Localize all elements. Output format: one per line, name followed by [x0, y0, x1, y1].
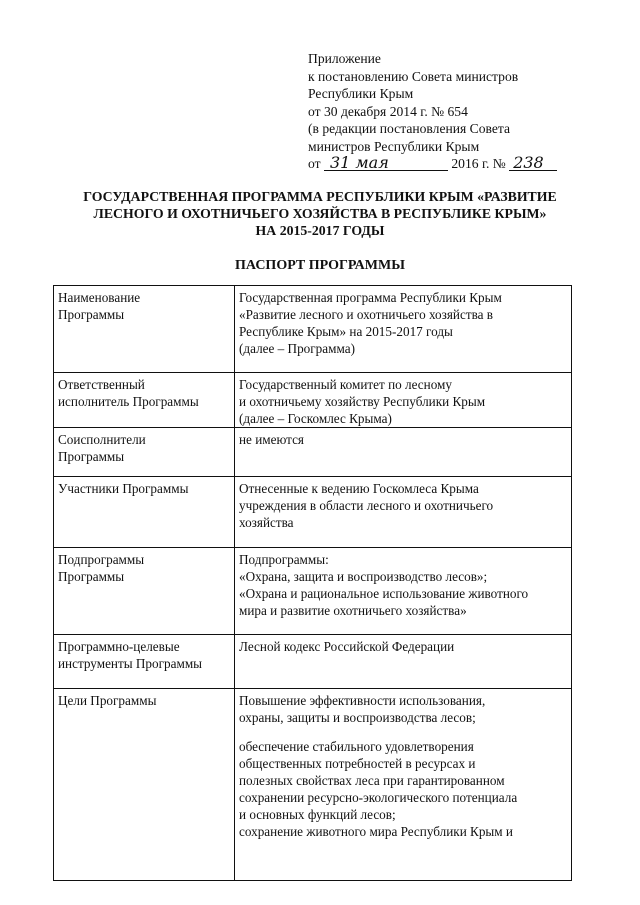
- row-value-line: «Развитие лесного и охотничьего хозяйства в: [239, 307, 494, 322]
- passport-row: [54, 286, 572, 373]
- row-label-line: Программы: [58, 569, 125, 584]
- appendix-line: (в редакции постановления Совета: [308, 121, 511, 136]
- date-prefix: от: [308, 156, 321, 171]
- row-value-cell: [235, 428, 572, 477]
- title-line: ЛЕСНОГО И ОХОТНИЧЬЕГО ХОЗЯЙСТВА В РЕСПУБЛИКЕ КРЫМ»: [93, 206, 547, 221]
- row-value-line: обеспечение стабильного удовлетворения: [239, 739, 474, 754]
- row-value-line: Отнесенные к ведению Госкомлеса Крыма: [239, 481, 479, 496]
- row-label-cell: [54, 477, 235, 548]
- row-label-line: Участники Программы: [58, 481, 189, 496]
- row-value-line: (далее – Программа): [239, 341, 355, 356]
- handwritten-number: 238: [509, 156, 557, 171]
- appendix-line: от 30 декабря 2014 г. № 654: [308, 103, 468, 119]
- row-value-line: и охотничьему хозяйству Республики Крым: [239, 394, 486, 409]
- appendix-line: к постановлению Совета министров: [308, 68, 519, 84]
- row-value-line: Лесной кодекс Российской Федерации: [239, 639, 455, 654]
- appendix-line: Республики Крым: [308, 86, 414, 101]
- row-value-line: «Охрана и рациональное использование животного: [239, 586, 529, 601]
- passport-row: [54, 548, 572, 635]
- row-label-line: Наименование: [58, 290, 141, 305]
- row-value-paragraph: [239, 431, 567, 448]
- title-line: ГОСУДАРСТВЕННАЯ ПРОГРАММА РЕСПУБЛИКИ КРЫМ «РАЗВИТИЕ: [83, 189, 557, 204]
- row-value-line: мира и развитие охотничьего хозяйства»: [239, 603, 467, 618]
- document-title: [30, 188, 610, 239]
- row-value-cell: [235, 373, 572, 428]
- row-value-line: «Охрана, защита и воспроизводство лесов»;: [239, 569, 488, 584]
- row-label-line: Подпрограммы: [58, 552, 145, 567]
- row-label-cell: [54, 428, 235, 477]
- row-label-line: Цели Программы: [58, 693, 157, 708]
- row-label-line: инструменты Программы: [58, 656, 203, 671]
- row-value-cell: [235, 286, 572, 373]
- passport-row: [54, 689, 572, 881]
- row-value-line: Подпрограммы:: [239, 552, 329, 567]
- row-label-cell: [54, 548, 235, 635]
- row-value-line: хозяйства: [239, 515, 294, 530]
- passport-row: [54, 477, 572, 548]
- row-value-paragraph: [239, 480, 567, 531]
- row-value-paragraph: [239, 289, 567, 357]
- row-value-line: Повышение эффективности использования,: [239, 693, 486, 708]
- row-value-paragraph: [239, 692, 567, 726]
- row-value-paragraph: [239, 638, 567, 655]
- row-value-paragraph: [239, 376, 567, 427]
- row-label-line: Программы: [58, 449, 125, 464]
- passport-title: ПАСПОРТ ПРОГРАММЫ: [235, 258, 405, 273]
- row-value-cell: [235, 548, 572, 635]
- row-value-line: Республике Крым» на 2015-2017 годы: [239, 324, 453, 339]
- row-value-line: сохранении ресурсно-экологического потенциала: [239, 790, 518, 805]
- row-value-line: Государственный комитет по лесному: [239, 377, 452, 392]
- row-value-line: охраны, защиты и воспроизводства лесов;: [239, 710, 476, 725]
- row-label-line: Программно-целевые: [58, 639, 180, 654]
- row-label-line: Соисполнители: [58, 432, 146, 447]
- appendix-line: министров Республики Крым: [308, 138, 480, 154]
- row-value-line: полезных свойствах леса при гарантированном: [239, 773, 505, 788]
- row-value-line: сохранение животного мира Республики Крым и: [239, 824, 513, 839]
- row-label-cell: [54, 286, 235, 373]
- row-value-line: общественных потребностей в ресурсах и: [239, 756, 476, 771]
- passport-row: [54, 635, 572, 689]
- row-value-cell: [235, 689, 572, 881]
- row-value-cell: [235, 477, 572, 548]
- row-value-line: и основных функций лесов;: [239, 807, 396, 822]
- row-value-paragraph: [239, 738, 567, 840]
- row-label-line: Ответственный: [58, 377, 145, 392]
- row-value-line: не имеются: [239, 432, 304, 447]
- appendix-line: Приложение: [308, 51, 381, 66]
- row-value-line: (далее – Госкомлес Крыма): [239, 411, 392, 426]
- row-label-line: Программы: [58, 307, 125, 322]
- amendment-date-line: [308, 155, 557, 173]
- row-value-cell: [235, 635, 572, 689]
- year-text: 2016 г. №: [451, 156, 506, 171]
- title-line: НА 2015-2017 ГОДЫ: [255, 223, 385, 238]
- row-value-line: учреждения в области лесного и охотничьего: [239, 498, 494, 513]
- row-label-cell: [54, 373, 235, 428]
- row-label-cell: [54, 689, 235, 881]
- row-value-line: Государственная программа Республики Крым: [239, 290, 502, 305]
- row-value-paragraph: [239, 551, 567, 619]
- passport-table: [53, 285, 572, 881]
- row-label-line: исполнитель Программы: [58, 394, 199, 409]
- passport-row: [54, 373, 572, 428]
- passport-row: [54, 428, 572, 477]
- row-label-cell: [54, 635, 235, 689]
- appendix-block: [308, 50, 557, 173]
- handwritten-date: 31 мая: [324, 156, 448, 171]
